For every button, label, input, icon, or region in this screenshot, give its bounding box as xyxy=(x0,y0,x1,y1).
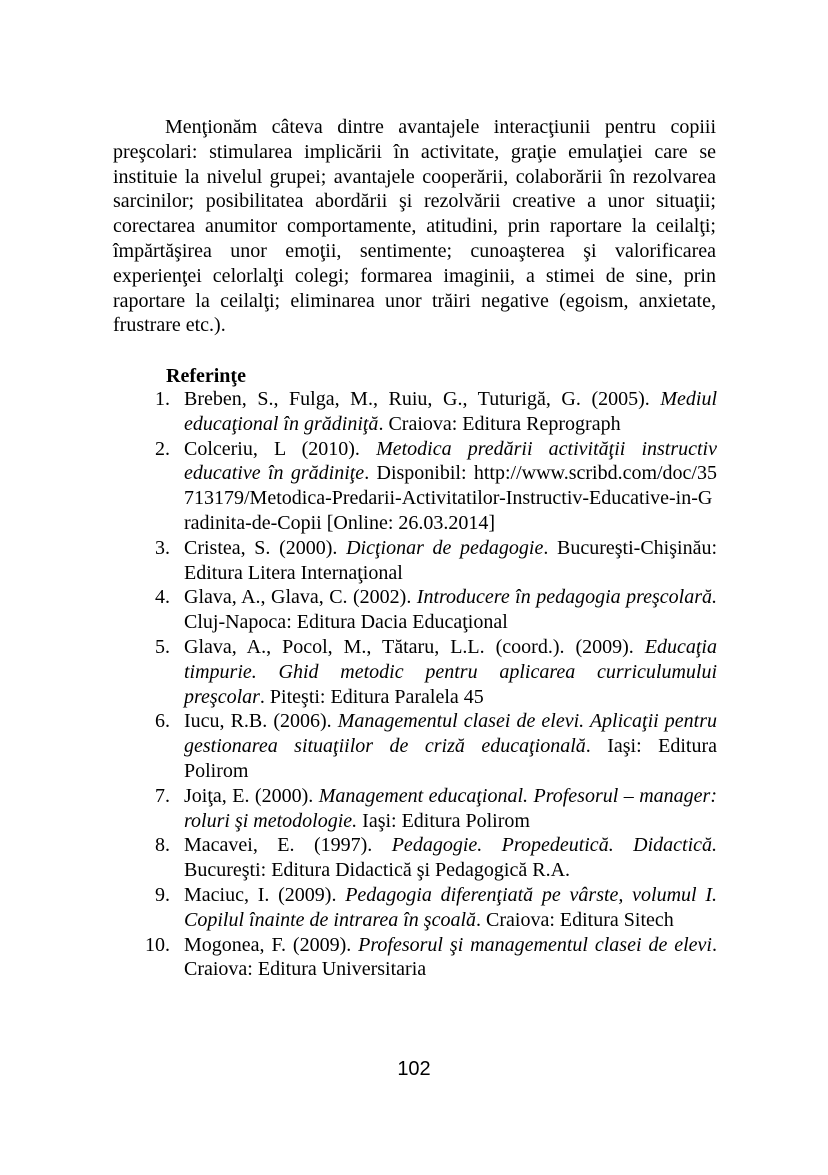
reference-title: Mediul educaţional în grădiniţă xyxy=(184,388,717,435)
reference-authors: Glava, A., Glava, C. (2002). xyxy=(184,586,417,609)
reference-authors: Colceriu, L (2010). xyxy=(184,437,377,460)
reference-title: Pedagogia diferenţiată pe vârste, volumul I. Copilul înainte de intrarea în şcoală xyxy=(184,883,718,931)
reference-link[interactable]: . Disponibil: http://www.scribd.com/doc/35713179/Metodica-Predarii-Activitatilor-Instructiv-Educative-in-Gradinita-de-Copii [Online: 26.03.2014] xyxy=(184,462,717,534)
reference-item xyxy=(140,709,717,783)
reference-publisher: . Piteşti: Editura Paralela 45 xyxy=(259,685,484,708)
reference-title: Educaţia timpurie. Ghid metodic pentru aplicarea curriculumului preşcolar xyxy=(184,635,717,708)
reference-publisher: . Craiova: Editura Universitaria xyxy=(184,933,717,981)
reference-authors: Mogonea, F. (2009). xyxy=(184,933,359,956)
reference-item xyxy=(140,387,717,437)
reference-number: 6. xyxy=(155,710,170,733)
reference-authors: Maciuc, I. (2009). xyxy=(184,883,346,906)
reference-publisher: . Craiova: Editura Sitech xyxy=(476,908,674,931)
reference-number: 5. xyxy=(155,635,170,658)
reference-item xyxy=(140,933,717,983)
reference-item xyxy=(140,883,717,933)
reference-authors: Iucu, R.B. (2006). xyxy=(184,710,338,733)
reference-number: 8. xyxy=(155,834,170,857)
reference-publisher: . Craiova: Editura Reprograph xyxy=(378,412,621,435)
reference-item xyxy=(140,585,717,635)
reference-number: 10. xyxy=(145,933,170,956)
reference-title: Management educaţional. Profesorul – manager: roluri şi metodologie. xyxy=(184,784,718,832)
reference-number: 9. xyxy=(155,883,170,906)
reference-number: 1. xyxy=(155,388,170,410)
reference-title: Pedagogie. Propedeutică. Didactică. xyxy=(391,834,717,857)
reference-item xyxy=(140,536,717,586)
page-number: 102 xyxy=(397,1058,431,1080)
reference-number: 3. xyxy=(155,536,170,559)
reference-item xyxy=(140,833,717,883)
reference-authors: Cristea, S. (2000). xyxy=(184,536,347,559)
references-list xyxy=(140,387,717,982)
reference-publisher: . Iaşi: Editura Polirom xyxy=(184,735,717,782)
reference-authors: Joiţa, E. (2000). xyxy=(184,784,319,807)
reference-title: Introducere în pedagogia preşcolară. xyxy=(416,586,717,609)
reference-number: 7. xyxy=(155,784,170,807)
reference-publisher: Bucureşti: Editura Didactică şi Pedagogică R.A. xyxy=(184,859,571,882)
reference-number: 2. xyxy=(155,437,170,460)
reference-item xyxy=(140,635,717,709)
reference-publisher: Cluj-Napoca: Editura Dacia Educaţional xyxy=(184,611,508,634)
references-heading: Referinţe xyxy=(166,365,246,387)
reference-title: Dicţionar de pedagogie xyxy=(346,536,544,559)
reference-title: Managementul clasei de elevi. Aplicaţii pentru gestionarea situaţiilor de criză educaţională xyxy=(184,710,717,758)
reference-number: 4. xyxy=(155,586,170,609)
reference-authors: Glava, A., Pocol, M., Tătaru, L.L. (coord.). (2009). xyxy=(184,635,645,658)
reference-title: Profesorul şi managementul clasei de elevi xyxy=(358,933,712,956)
reference-item xyxy=(140,437,717,536)
reference-publisher: . Bucureşti-Chişinău: Editura Litera Internaţional xyxy=(184,536,717,584)
reference-authors: Breben, S., Fulga, M., Ruiu, G., Tuturigă, G. (2005). xyxy=(184,388,661,410)
reference-item xyxy=(140,784,717,834)
reference-publisher: Iaşi: Editura Polirom xyxy=(357,809,530,832)
reference-title: Metodica predării activităţii instructiv educative în grădiniţe xyxy=(184,437,717,485)
intro-paragraph: Menţionăm câteva dintre avantajele interacţiunii pentru copiii preşcolari: stimularea implicării în activitate, graţie emulaţiei care se instituie la nivelul grupei; avantajele cooperării, colaborării în rezolvarea sarcinilor; posibilitatea abordării şi rezolvării creative a unor situaţii; corectarea anumitor comportamente, atitudini, prin raportare la ceilalţi; împărtăşirea unor emoţii, sentimente; cunoaşterea şi valorificarea experienţei celorlalţi colegi; formarea imaginii, a stimei de sine, prin raportare la ceilalţi; eliminarea unor trăiri negative (egoism, anxietate, frustrare etc.). xyxy=(113,116,716,337)
reference-authors: Macavei, E. (1997). xyxy=(184,834,392,857)
